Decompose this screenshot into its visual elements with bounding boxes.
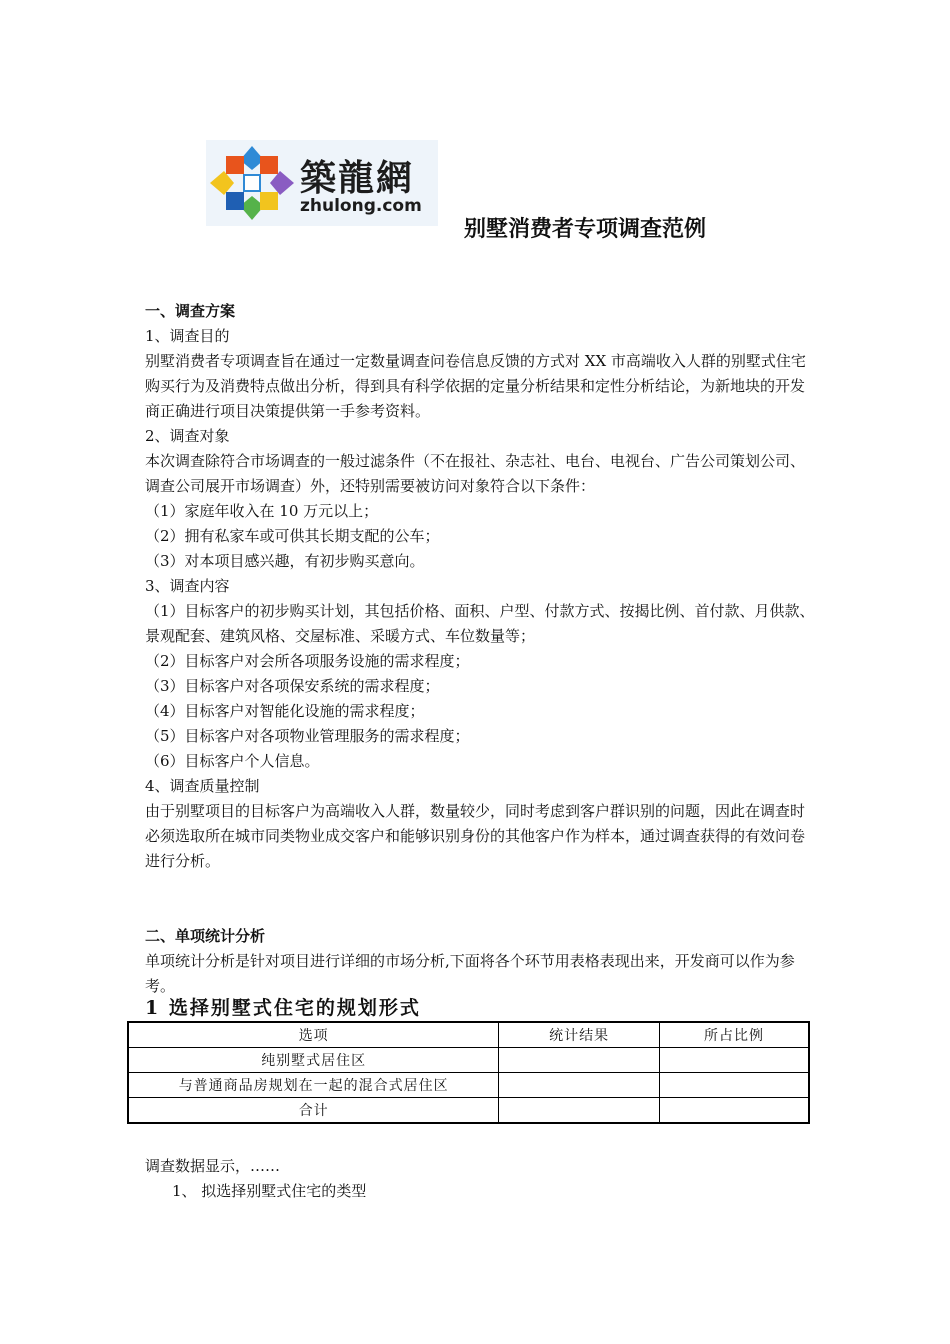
table-row <box>128 1073 809 1098</box>
section2-heading: 二、单项统计分析 <box>145 927 266 945</box>
content-item: （6）目标客户个人信息。 <box>145 752 320 770</box>
document-body <box>145 299 817 999</box>
document-title: 别墅消费者专项调查范例 <box>464 217 707 242</box>
subheading-content: 3、调查内容 <box>145 577 230 595</box>
subheading-purpose: 1、调查目的 <box>145 327 230 345</box>
numbered-item: 1、 拟选择别墅式住宅的类型 <box>172 1182 367 1200</box>
column-header: 统计结果 <box>499 1022 660 1048</box>
paragraph-findings: 调查数据显示，…… <box>145 1157 281 1175</box>
logo-chinese-name: 築龍網 <box>300 157 415 199</box>
table-cell <box>499 1098 660 1124</box>
table-cell <box>659 1098 809 1124</box>
content-item: （5）目标客户对各项物业管理服务的需求程度； <box>145 727 470 745</box>
table-row <box>128 1098 809 1124</box>
condition-item: （3）对本项目感兴趣，有初步购买意向。 <box>145 552 425 570</box>
paragraph-quality: 由于别墅项目的目标客户为高端收入人群，数量较少，同时考虑到客户群识别的问题，因此在调查时必须选取所在城市同类物业成交客户和能够识别身份的其他客户作为样本，通过调查获得的有效问卷进行分析。 <box>145 802 806 870</box>
table-cell: 与普通商品房规划在一起的混合式居住区 <box>128 1073 499 1098</box>
table-cell <box>659 1048 809 1073</box>
logo-domain: zhulong.com <box>300 196 422 216</box>
table-cell: 纯别墅式居住区 <box>128 1048 499 1073</box>
content-item: （2）目标客户对会所各项服务设施的需求程度； <box>145 652 470 670</box>
condition-item: （1）家庭年收入在 10 万元以上； <box>145 502 379 520</box>
content-item: （3）目标客户对各项保安系统的需求程度； <box>145 677 440 695</box>
section-spacer <box>145 874 817 924</box>
planning-form-table <box>127 1021 810 1124</box>
paragraph-purpose: 别墅消费者专项调查旨在通过一定数量调查问卷信息反馈的方式对 XX 市高端收入人群的别墅式住宅购买行为及消费特点做出分析，得到具有科学依据的定量分析结果和定性分析结论，为新地块的开发商正确进行项目决策提供第一手参考资料。 <box>145 352 806 420</box>
column-header: 所占比例 <box>659 1022 809 1048</box>
condition-item: （2）拥有私家车或可供其长期支配的公车； <box>145 527 440 545</box>
table-cell <box>659 1073 809 1098</box>
table-row <box>128 1048 809 1073</box>
paragraph-target: 本次调查除符合市场调查的一般过滤条件（不在报社、杂志社、电台、电视台、广告公司策划公司、调查公司展开市场调查）外，还特别需要被访问对象符合以下条件： <box>145 452 806 495</box>
table-cell <box>499 1073 660 1098</box>
column-header: 选项 <box>128 1022 499 1048</box>
logo-emblem-icon <box>206 140 298 226</box>
zhulong-logo <box>206 140 438 226</box>
paragraph-analysis: 单项统计分析是针对项目进行详细的市场分析,下面将各个环节用表格表现出来，开发商可以作为参考。 <box>145 952 795 995</box>
table-cell <box>499 1048 660 1073</box>
table-cell: 合计 <box>128 1098 499 1124</box>
content-item: （4）目标客户对智能化设施的需求程度； <box>145 702 425 720</box>
subheading-quality: 4、调查质量控制 <box>145 777 260 795</box>
table-header-row <box>128 1022 809 1048</box>
section1-heading: 一、调查方案 <box>145 302 236 320</box>
table-title: 1 选择别墅式住宅的规划形式 <box>145 997 421 1019</box>
closing-text <box>145 1154 817 1204</box>
content-item: （1）目标客户的初步购买计划，其包括价格、面积、户型、付款方式、按揭比例、首付款、月供款、景观配套、建筑风格、交屋标准、采暖方式、车位数量等； <box>145 602 815 645</box>
subheading-target: 2、调查对象 <box>145 427 230 445</box>
